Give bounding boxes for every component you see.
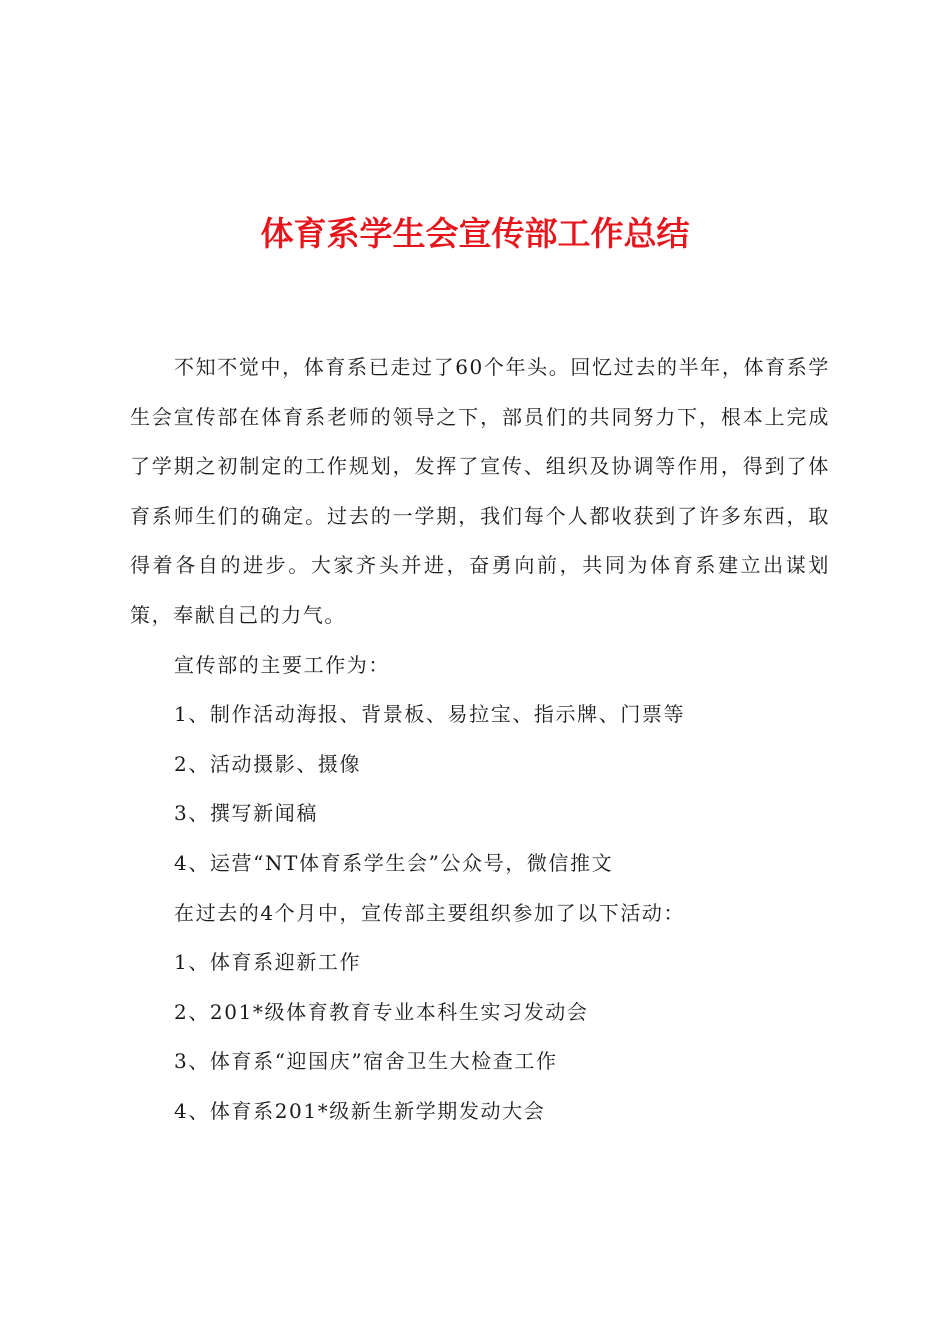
activity-item: 1、体育系迎新工作 (174, 950, 362, 975)
activity-item: 2、201*级体育教育专业本科生实习发动会 (174, 999, 589, 1024)
main-work-heading: 宣传部的主要工作为： (174, 652, 390, 677)
main-work-item: 2、活动摄影、摄像 (174, 751, 362, 776)
main-work-item: 4、运营“NT体育系学生会”公众号，微信推文 (174, 850, 614, 875)
main-work-item: 1、制作活动海报、背景板、易拉宝、指示牌、门票等 (174, 702, 686, 727)
activity-item: 3、体育系“迎国庆”宿舍卫生大检查工作 (174, 1049, 558, 1074)
document-title: 体育系学生会宣传部工作总结 (260, 214, 690, 253)
activities-heading: 在过去的4个月中，宣传部主要组织参加了以下活动： (174, 900, 686, 925)
intro-paragraph: 不知不觉中，体育系已走过了60个年头。回忆过去的半年，体育系学生会宣传部在体育系老师的领导之下，部员们的共同努力下，根本上完成了学期之初制定的工作规划，发挥了宣传、组织及协调等作用，得到了体育系师生们的确定。过去的一学期，我们每个人都收获到了许多东西，取得着各自的进步。大家齐头并进，奋勇向前，共同为体育系建立出谋划策，奉献自己的力气。 (130, 355, 830, 627)
main-work-item: 3、撰写新闻稿 (174, 801, 318, 826)
document-body (130, 343, 830, 1137)
activity-item: 4、体育系201*级新生新学期发动大会 (174, 1098, 546, 1123)
